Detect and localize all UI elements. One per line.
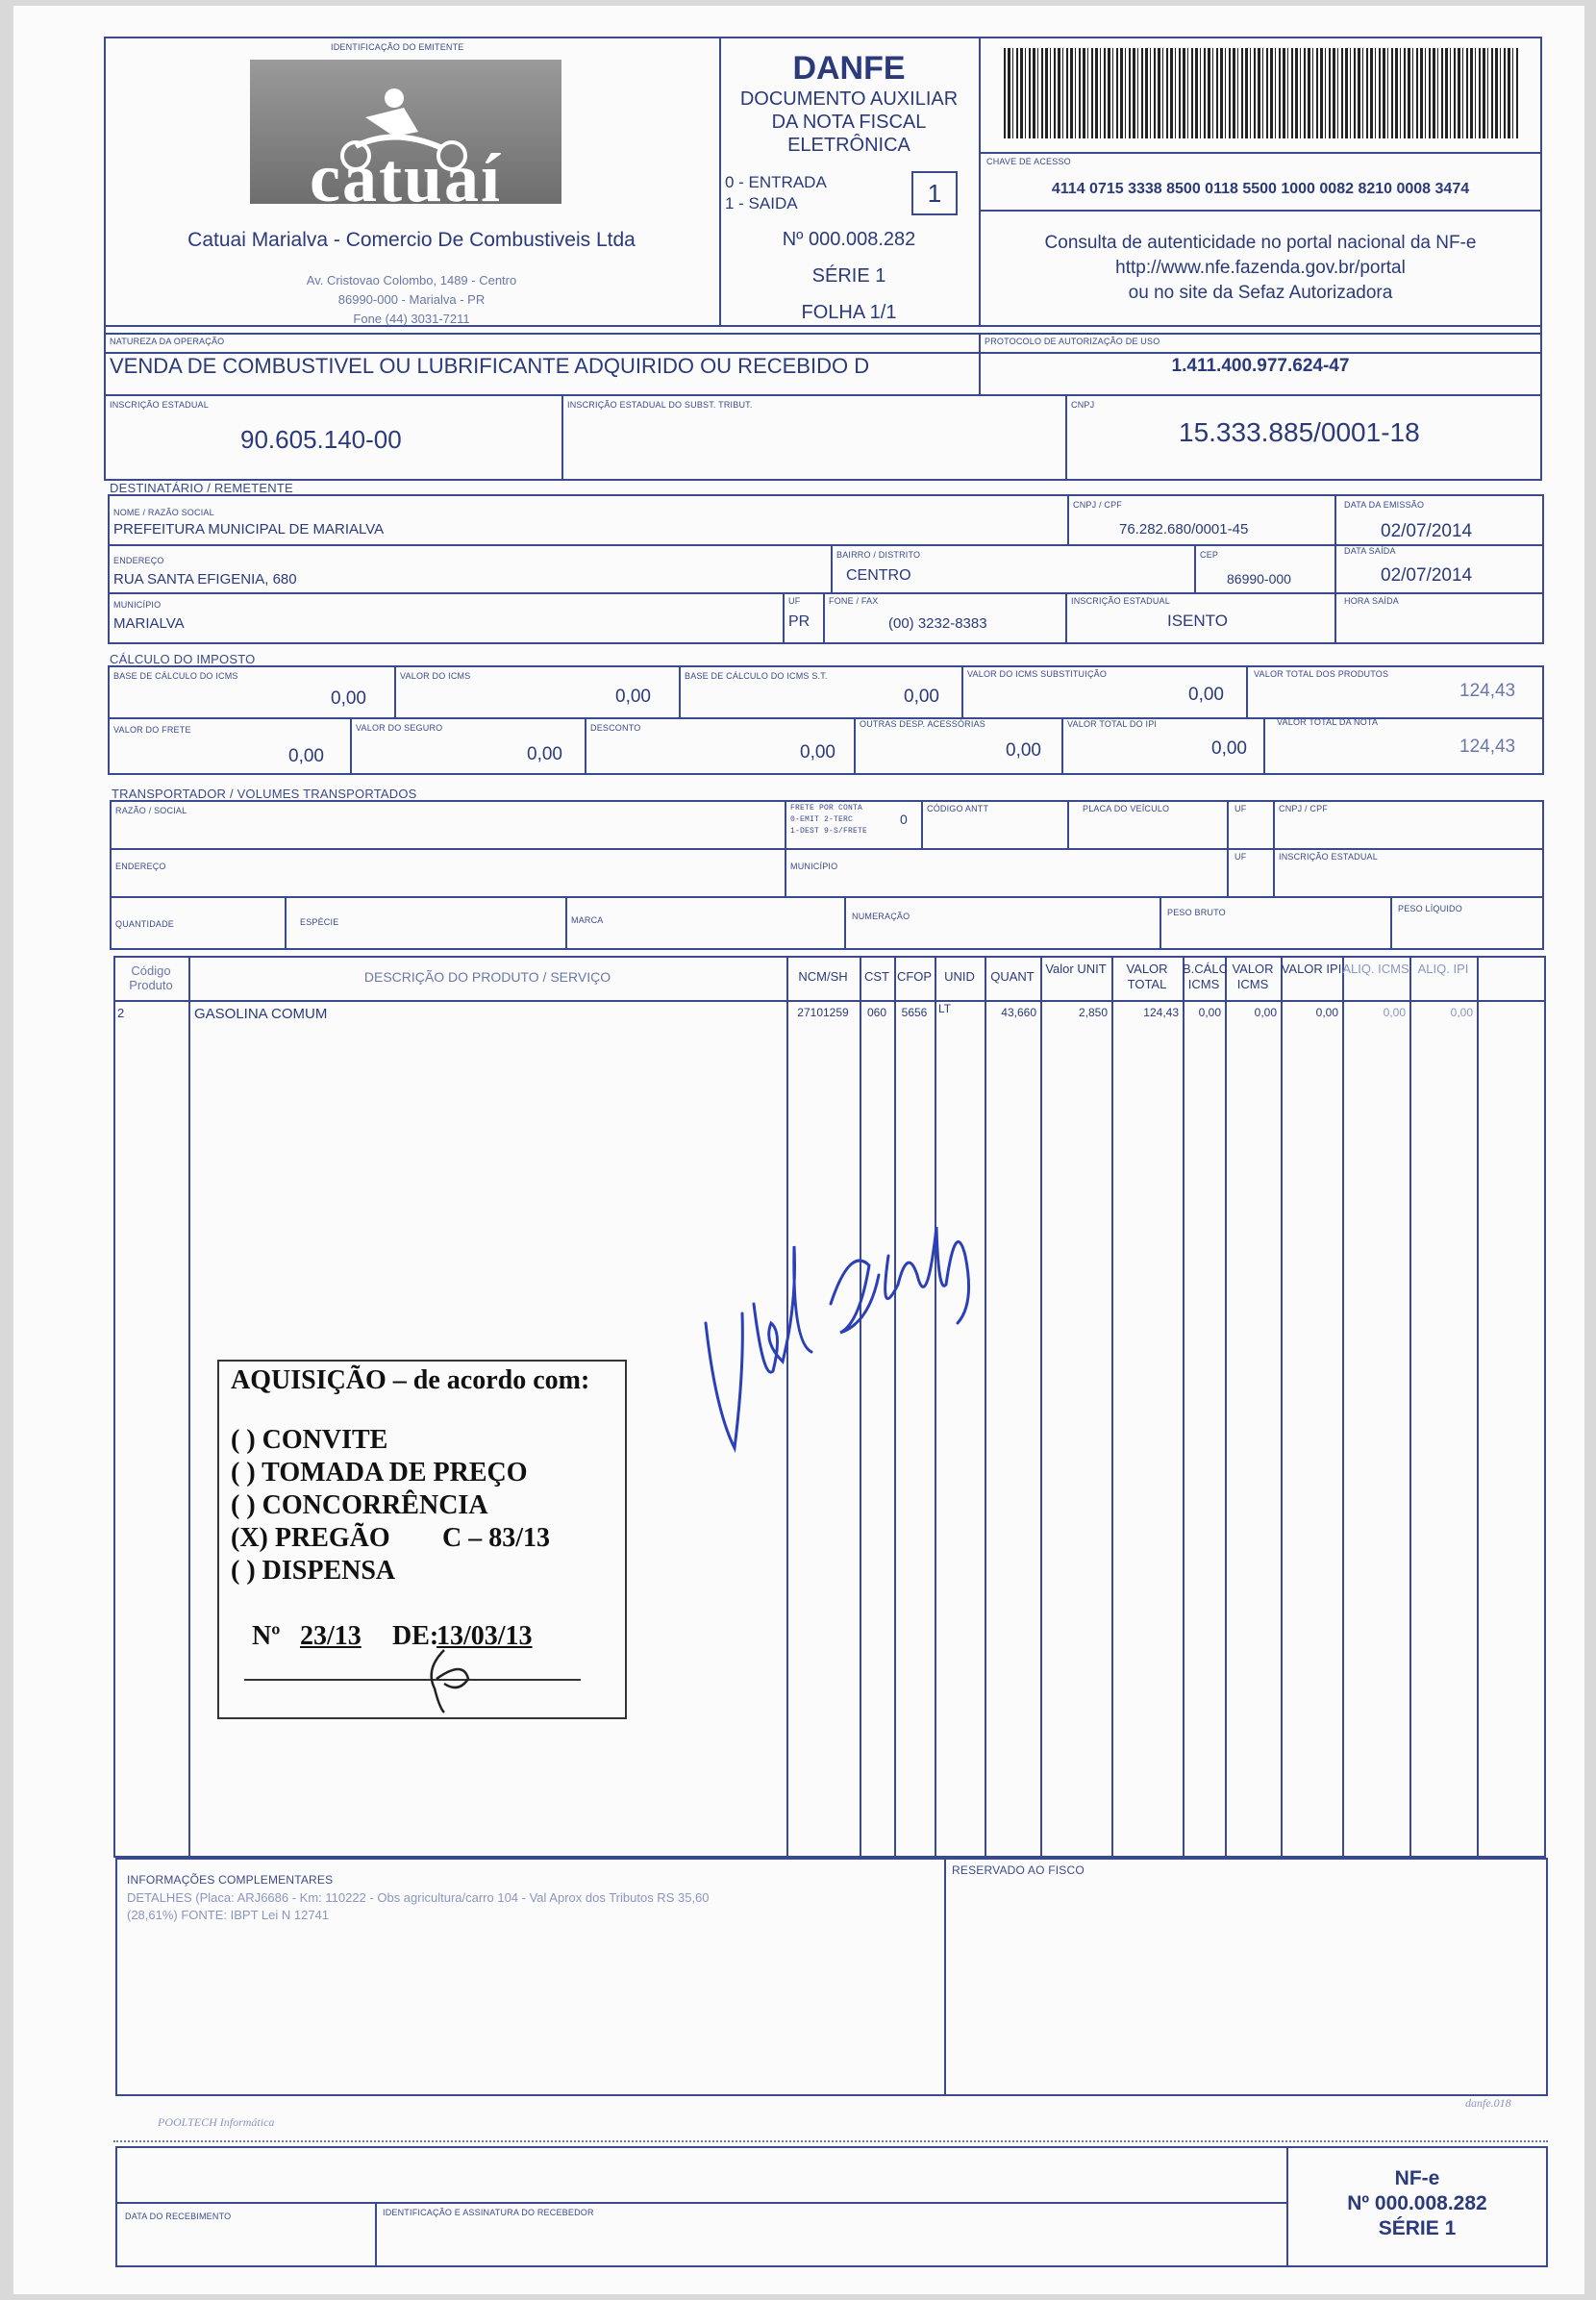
frete-conta-label3: 1-DEST 9-S/FRETE <box>790 827 868 836</box>
canhoto-nfe: NF-e <box>1394 2167 1440 2189</box>
cnpj-label: CNPJ <box>1071 400 1095 410</box>
peso-liq-label: PESO LÍQUIDO <box>1398 904 1462 913</box>
qtd-label: QUANTIDADE <box>115 919 175 929</box>
row-aliq-ipi: 0,00 <box>1450 1006 1473 1019</box>
col-descricao: DESCRIÇÃO DO PRODUTO / SERVIÇO <box>363 969 611 985</box>
especie-label: ESPÉCIE <box>300 917 339 927</box>
danfe-folha: FOLHA 1/1 <box>801 302 897 323</box>
seguro-label: VALOR DO SEGURO <box>356 723 443 733</box>
ipi-label: VALOR TOTAL DO IPI <box>1067 719 1158 729</box>
col-bcalc-icms: B.CÁLC ICMS <box>1183 962 1228 991</box>
assinatura-label: IDENTIFICAÇÃO E ASSINATURA DO RECEBEDOR <box>383 2208 594 2217</box>
desconto-label: DESCONTO <box>590 723 641 733</box>
col-aliq-icms: ALIQ. ICMS <box>1342 962 1409 976</box>
base-icms: 0,00 <box>331 688 366 709</box>
total-nota: 124,43 <box>1459 737 1516 757</box>
chave-label: CHAVE DE ACESSO <box>986 157 1071 166</box>
canhoto-numero: Nº 000.008.282 <box>1347 2192 1487 2214</box>
col-quant: QUANT <box>990 969 1035 984</box>
stamp-convite: ( ) CONVITE <box>231 1425 388 1455</box>
stamp-pregao-num: C – 83/13 <box>442 1523 550 1553</box>
dest-bairro: CENTRO <box>846 567 911 584</box>
transp-razao-label: RAZÃO / SOCIAL <box>115 806 187 815</box>
col-valor-total: VALOR TOTAL <box>1126 962 1168 991</box>
stamp-title: AQUISIÇÃO – de acordo com: <box>231 1365 590 1395</box>
antt-label: CÓDIGO ANTT <box>927 804 989 813</box>
marca-label: MARCA <box>571 915 604 925</box>
col-cfop: CFOP <box>896 969 933 984</box>
transp-uf-label: UF <box>1234 804 1247 813</box>
danfe-subtitle2: DA NOTA FISCAL <box>771 112 927 133</box>
ie-label: INSCRIÇÃO ESTADUAL <box>110 400 209 410</box>
valor-st: 0,00 <box>1188 685 1224 705</box>
dest-cnpj: 76.282.680/0001-45 <box>1119 521 1249 538</box>
emitente-label: IDENTIFICAÇÃO DO EMITENTE <box>331 42 464 52</box>
frete-conta-label2: 0-EMIT 2-TERC <box>790 815 854 824</box>
consulta-line2: http://www.nfe.fazenda.gov.br/portal <box>1115 258 1406 278</box>
danfe-document <box>13 6 1584 2294</box>
dest-saida: 02/07/2014 <box>1381 565 1473 586</box>
desconto: 0,00 <box>800 742 835 762</box>
stamp-de-label: DE: <box>392 1621 439 1651</box>
natureza-value: VENDA DE COMBUSTIVEL OU LUBRIFICANTE ADQUIRIDO OU RECEBIDO D <box>110 354 870 378</box>
transp-ie-label: INSCRIÇÃO ESTADUAL <box>1279 852 1378 862</box>
dest-uf-label: UF <box>788 596 801 606</box>
destinatario-block <box>108 494 1544 644</box>
total-prod-label: VALOR TOTAL DOS PRODUTOS <box>1254 669 1389 679</box>
consulta-line3: ou no site da Sefaz Autorizadora <box>1128 283 1393 303</box>
row-valor-total: 124,43 <box>1143 1006 1179 1019</box>
row-descricao: GASOLINA COMUM <box>194 1006 328 1022</box>
ie-value: 90.605.140-00 <box>240 425 402 454</box>
dest-bairro-label: BAIRRO / DISTRITO <box>836 550 921 560</box>
stamp-initials <box>415 1640 483 1717</box>
outras-label: OUTRAS DESP. ACESSÓRIAS <box>860 719 985 729</box>
danfe-version: danfe.018 <box>1465 2096 1511 2110</box>
total-nota-label: VALOR TOTAL DA NOTA <box>1277 717 1379 727</box>
dest-cnpj-label: CNPJ / CPF <box>1073 500 1123 510</box>
natureza-label: NATUREZA DA OPERAÇÃO <box>110 337 225 346</box>
software-credit: POOLTECH Informática <box>158 2115 275 2129</box>
transp-cnpj-label: CNPJ / CPF <box>1279 804 1329 813</box>
col-codigo: Código Produto <box>129 963 173 992</box>
catuai-logo <box>250 60 561 216</box>
frete-label: VALOR DO FRETE <box>113 725 191 735</box>
row-valor-ipi: 0,00 <box>1315 1006 1338 1019</box>
stamp-tomada: ( ) TOMADA DE PREÇO <box>231 1458 528 1488</box>
dest-ie-label: INSCRIÇÃO ESTADUAL <box>1071 596 1170 606</box>
stamp-sign-line <box>244 1679 581 1681</box>
row-cst: 060 <box>866 1006 887 1019</box>
recebimento-label: DATA DO RECEBIMENTO <box>125 2212 232 2221</box>
ipi: 0,00 <box>1211 738 1247 759</box>
row-ncm: 27101259 <box>797 1006 849 1019</box>
row-valor-icms: 0,00 <box>1254 1006 1277 1019</box>
peso-bruto-label: PESO BRUTO <box>1167 908 1226 917</box>
fisco-label: RESERVADO AO FISCO <box>952 1863 1085 1877</box>
row-quant: 43,660 <box>1001 1006 1036 1019</box>
ie-st-label: INSCRIÇÃO ESTADUAL DO SUBST. TRIBUT. <box>567 400 753 410</box>
canhoto-serie: SÉRIE 1 <box>1378 2217 1457 2239</box>
dest-uf: PR <box>788 613 810 630</box>
barcode <box>1004 48 1519 138</box>
stamp-dispensa: ( ) DISPENSA <box>231 1556 396 1586</box>
dest-nome-label: NOME / RAZÃO SOCIAL <box>113 508 214 517</box>
destinatario-section: DESTINATÁRIO / REMETENTE <box>110 481 293 495</box>
row-unid: LT <box>938 1002 952 1015</box>
protocolo-value: 1.411.400.977.624-47 <box>1171 356 1350 376</box>
danfe-tipo: 1 <box>911 171 958 215</box>
base-st-label: BASE DE CÁLCULO DO ICMS S.T. <box>685 671 828 681</box>
frete-conta: 0 <box>900 812 908 827</box>
imposto-section: CÁLCULO DO IMPOSTO <box>110 652 256 666</box>
danfe-serie: SÉRIE 1 <box>811 265 886 287</box>
dest-municipio-label: MUNICÍPIO <box>113 600 162 610</box>
dest-nome: PREFEITURA MUNICIPAL DE MARIALVA <box>113 521 385 538</box>
col-ncm: NCM/SH <box>798 969 848 984</box>
total-prod: 124,43 <box>1459 681 1516 701</box>
danfe-saida: 1 - SAIDA <box>725 194 798 212</box>
row-aliq-icms: 0,00 <box>1383 1006 1406 1019</box>
dest-emissao-label: DATA DA EMISSÃO <box>1344 500 1425 510</box>
dest-fone: (00) 3232-8383 <box>888 615 987 632</box>
dest-hora-label: HORA SAÍDA <box>1344 596 1400 606</box>
info-label: INFORMAÇÕES COMPLEMENTARES <box>127 1873 334 1887</box>
dest-endereco-label: ENDEREÇO <box>113 556 164 565</box>
dest-emissao: 02/07/2014 <box>1381 521 1473 541</box>
chave-value: 4114 0715 3338 8500 0118 5500 1000 0082 8210 0008 3474 <box>1051 181 1470 197</box>
emitente-address1: Av. Cristovao Colombo, 1489 - Centro <box>306 273 517 288</box>
outras: 0,00 <box>1006 740 1041 761</box>
valor-icms-label: VALOR DO ICMS <box>400 671 471 681</box>
stamp-num: 23/13 <box>300 1621 362 1651</box>
dest-cep-label: CEP <box>1200 550 1219 560</box>
row-cfop: 5656 <box>901 1006 928 1019</box>
cnpj-value: 15.333.885/0001-18 <box>1179 417 1420 447</box>
handwritten-signature <box>686 1188 994 1477</box>
cut-line <box>113 2140 1548 2142</box>
dest-endereco: RUA SANTA EFIGENIA, 680 <box>113 571 297 588</box>
stamp-date: 13/03/13 <box>436 1621 533 1651</box>
danfe-title: DANFE <box>792 50 906 87</box>
danfe-subtitle3: ELETRÔNICA <box>787 135 910 156</box>
row-codigo: 2 <box>117 1006 125 1020</box>
col-cst: CST <box>864 969 889 984</box>
stamp-concorrencia: ( ) CONCORRÊNCIA <box>231 1490 488 1520</box>
logo-text: catuaí <box>310 139 502 216</box>
placa-label: PLACA DO VEÍCULO <box>1083 804 1170 813</box>
col-unid: UNID <box>944 969 975 984</box>
frete-conta-label1: FRETE POR CONTA <box>790 804 863 812</box>
stamp-pregao: (X) PREGÃO <box>231 1523 390 1553</box>
danfe-entrada: 0 - ENTRADA <box>725 173 827 191</box>
emitente-name: Catuai Marialva - Comercio De Combustiveis Ltda <box>187 229 636 251</box>
dest-ie: ISENTO <box>1167 612 1228 630</box>
danfe-subtitle1: DOCUMENTO AUXILIAR <box>739 88 959 110</box>
seguro: 0,00 <box>527 744 562 764</box>
danfe-numero: Nº 000.008.282 <box>782 229 916 250</box>
row-valor-unit: 2,850 <box>1078 1006 1108 1019</box>
info-line1: DETALHES (Placa: ARJ6686 - Km: 110222 - Obs agricultura/carro 104 - Val Aprox dos Tributos RS 35,60 <box>127 1890 710 1905</box>
transportador-section: TRANSPORTADOR / VOLUMES TRANSPORTADOS <box>112 787 417 801</box>
valor-icms: 0,00 <box>615 687 651 707</box>
protocolo-label: PROTOCOLO DE AUTORIZAÇÃO DE USO <box>985 337 1160 346</box>
transp-uf2-label: UF <box>1234 852 1247 862</box>
col-aliq-ipi: ALIQ. IPI <box>1417 962 1469 976</box>
row-bcalc-icms: 0,00 <box>1198 1006 1221 1019</box>
numeracao-label: NUMERAÇÃO <box>852 912 910 921</box>
transp-municipio-label: MUNICÍPIO <box>790 862 838 871</box>
valor-st-label: VALOR DO ICMS SUBSTITUIÇÃO <box>967 669 1108 679</box>
stamp-num-label: Nº <box>252 1621 281 1651</box>
dest-cep: 86990-000 <box>1227 571 1291 587</box>
emitente-phone: Fone (44) 3031-7211 <box>353 312 470 326</box>
consulta-line1: Consulta de autenticidade no portal nacional da NF-e <box>1044 233 1477 253</box>
dest-municipio: MARIALVA <box>113 615 185 632</box>
emitente-address2: 86990-000 - Marialva - PR <box>337 292 486 307</box>
base-st: 0,00 <box>904 687 939 707</box>
info-line2: (28,61%) FONTE: IBPT Lei N 12741 <box>127 1908 330 1922</box>
col-valor-icms: VALOR ICMS <box>1232 962 1274 991</box>
dest-fone-label: FONE / FAX <box>829 596 879 606</box>
base-icms-label: BASE DE CÁLCULO DO ICMS <box>113 671 238 681</box>
col-valor-ipi: VALOR IPI <box>1281 962 1342 976</box>
dest-saida-label: DATA SAÍDA <box>1344 546 1396 556</box>
col-valor-unit: Valor UNIT <box>1045 962 1107 976</box>
transp-endereco-label: ENDEREÇO <box>115 862 166 871</box>
frete: 0,00 <box>288 746 324 766</box>
